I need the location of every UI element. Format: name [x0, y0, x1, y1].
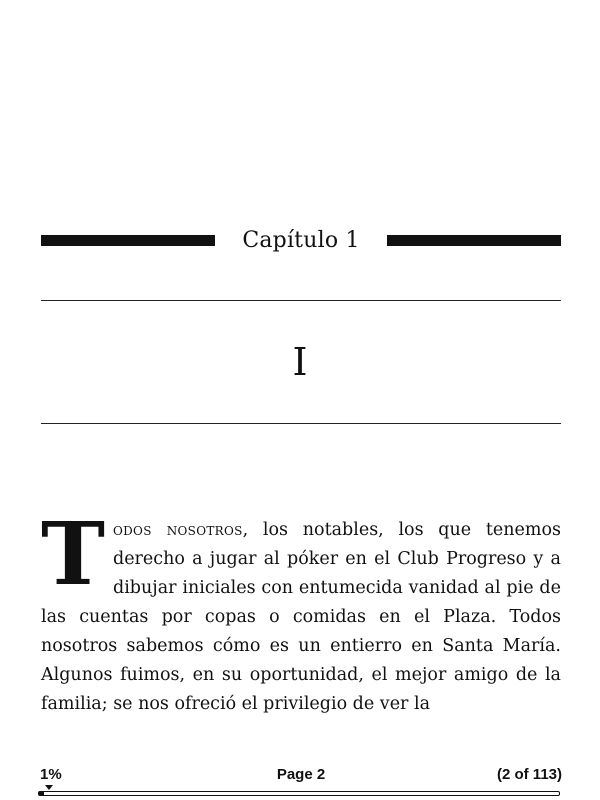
- small-caps-lead: odos nosotros: [113, 520, 243, 540]
- page-number: Page 2: [276, 766, 326, 783]
- body-paragraph: [41, 504, 561, 719]
- progress-bar[interactable]: [38, 791, 560, 796]
- progress-marker-icon: [45, 785, 53, 790]
- progress-percent: 1%: [40, 766, 62, 783]
- reader-footer: [40, 766, 562, 786]
- section-numeral: I: [292, 340, 308, 384]
- drop-cap: T: [41, 504, 105, 605]
- section-rule-top: [41, 300, 561, 301]
- chapter-title: Capítulo 1: [242, 227, 360, 253]
- chapter-header: [41, 222, 561, 258]
- progress-bar-fill: [39, 792, 44, 795]
- page-count: (2 of 113): [496, 766, 562, 783]
- paragraph-text: , los notables, los que tenemos derecho a jugar al póker en el Club Progreso y a dibujar iniciales con entumecida vanidad al pie de las cuentas por copas o comidas en el Plaza. Todos nosotros sabemos cómo es un entierro en Santa María. Algunos fuimos, en su oportunidad, el mejor amigo de la familia; se nos ofreció el privilegio de ver la: [41, 520, 561, 714]
- chapter-ornament-left: [41, 235, 215, 246]
- chapter-ornament-right: [387, 235, 561, 246]
- section-rule-bottom: [41, 423, 561, 424]
